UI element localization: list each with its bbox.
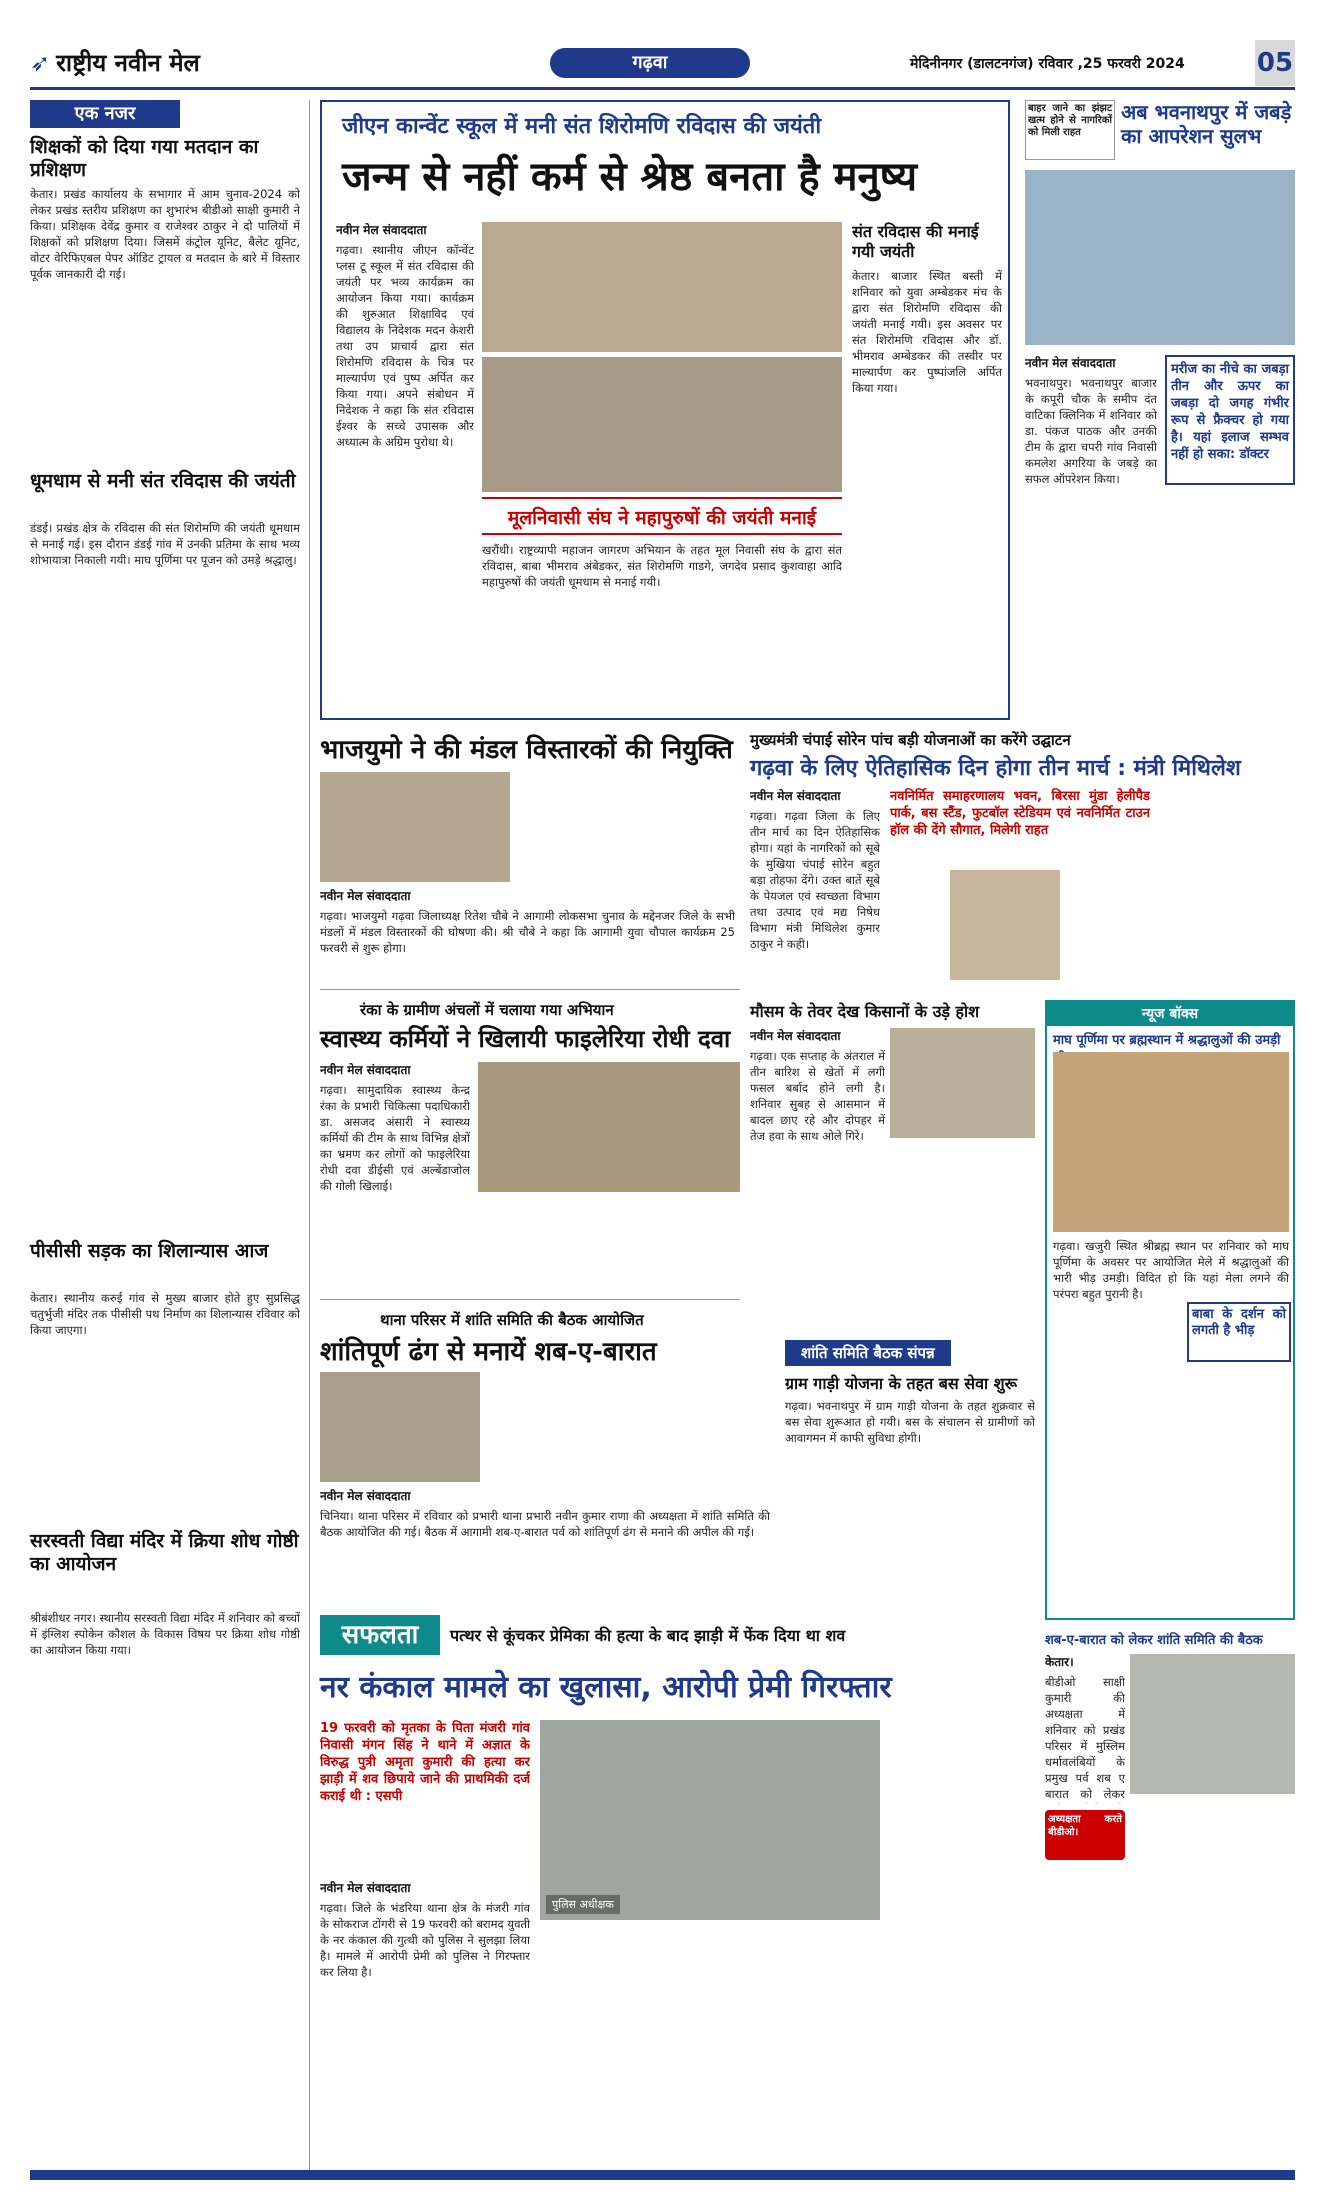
- brand-name: राष्ट्रीय नवीन मेल: [56, 49, 200, 77]
- rail-story-body: श्रीबंशीधर नगर। स्थानीय सरस्वती विद्या मंदिर में शनिवार को बच्चों में इंग्लिश स्पोकेन कौशल के विकास विषय पर क्रिया शोध गोष्ठी का आयोजन किया गया।: [30, 1611, 300, 1657]
- jabda-body: नवीन मेल संवाददाता भवनाथपुर। भवनाथपुर बाजार के कपूरी चौक के समीप दंत वाटिका क्लिनिक में शनिवार को डा. पंकज पाठक और उनकी टीम के द्वारा चपरी गांव निवासी कमलेश अगरिया के जबड़े का सफल ऑपरेशन किया।: [1025, 356, 1157, 486]
- shabebarat-headline: शांतिपूर्ण ढंग से मनायें शब-ए-बारात: [320, 1337, 657, 1367]
- top-story-kicker: जीएन कान्वेंट स्कूल में मनी संत शिरोमणि रविदास की जयंती: [342, 114, 822, 139]
- top-story-body: नवीन मेल संवाददाता गढ़वा। स्थानीय जीएन कॉन्वेंट प्लस टू स्कूल में संत रविदास की जयंती पर भव्य कार्यक्रम का आयोजन किया गया। कार्यक्रम की शुरुआत शिक्षाविद एवं विद्यालय के निदेशक मदन केशरी तथा उप प्राचार्य द्वारा संत शिरोमणि रविदास के चित्र पर माल्यार्पण एवं पुष्प अर्पित कर किया गया। अपने संबोधन में निदेशक ने कहा कि संत रविदास ईश्वर के सच्चे उपासक और अध्यात्म के अग्रिम पुरोधा थे।: [336, 223, 474, 449]
- badge: अध्यक्षता करते बीडीओ।: [1045, 1810, 1125, 1860]
- photo-banner-body: खरौंधी। राष्ट्रव्यापी महाजन जागरण अभियान के तहत मूल निवासी संघ के द्वारा संत रविदास, बाबा भीमराव अंबेडकर, संत शिरोमणि गाडगे, जगदेव प्रसाद कुशवाहा आदि महापुरुषों की जयंती धूमधाम से मनाई गयी।: [482, 543, 842, 589]
- mausam-story: [750, 1000, 1035, 1300]
- shanti-samiti-story: [785, 1340, 1035, 1590]
- mithilesh-body: नवीन मेल संवाददाता गढ़वा। गढ़वा जिला के लिए तीन मार्च का दिन ऐतिहासिक होगा। यहां के नागरिकों को सूबे के मुखिया चंपाई सोरेन बहुत बड़ा तोहफा देंगे। उक्त बातें सूबे के पेयजल एवं स्वच्छता विभाग तथा उत्पाद एवं मद्य निषेध विभाग मंत्री मिथिलेश कुमार ठाकुर ने कही।: [750, 789, 880, 951]
- mithilesh-headline: गढ़वा के लिए ऐतिहासिक दिन होगा तीन मार्च : मंत्री मिथिलेश: [750, 756, 1241, 781]
- magh-headline: माघ पूर्णिमा पर ब्रह्मस्थान में श्रद्धालुओं की उमड़ी: [1053, 1033, 1281, 1048]
- rail-story-title: सरस्वती विद्या मंदिर में क्रिया शोध गोष्ठी का आयोजन: [30, 1530, 299, 1575]
- byline: नवीन मेल संवाददाता: [320, 1881, 411, 1895]
- bhajyumo-headline: भाजयुमो ने की मंडल विस्तारकों की नियुक्ति: [320, 735, 733, 765]
- sidebar-title: संत रविदास की मनाई गयी जयंती: [852, 222, 979, 261]
- crowd-photo: [1053, 1052, 1289, 1232]
- mausam-headline: मौसम के तेवर देख किसानों के उड़े होश: [750, 1002, 980, 1021]
- masthead: [30, 40, 1295, 90]
- mausam-body: नवीन मेल संवाददाता गढ़वा। एक सप्ताह के अंतराल में तीन बारिश से खेतों में लगी फसल बर्बाद होने लगी है। शनिवार सुबह से आसमान में बादल छाए रहे और दोपहर में तेज हवा के साथ ओले गिरे।: [750, 1029, 885, 1143]
- safalta-headline: नर कंकाल मामले का खुलासा, आरोपी प्रेमी गिरफ्तार: [320, 1670, 892, 1705]
- rail-story-title: धूमधाम से मनी संत रविदास की जयंती: [30, 470, 296, 492]
- byline: केतार।: [1045, 1655, 1074, 1669]
- meeting-photo: [1130, 1654, 1295, 1794]
- filaria-body: नवीन मेल संवाददाता गढ़वा। सामुदायिक स्वास्थ्य केन्द्र रंका के प्रभारी चिकित्सा पदाधिकारी डा. असजद अंसारी ने स्वास्थ्य कर्मियों की टीम के साथ विभिन्न क्षेत्रों का भ्रमण कर लोगों को फाइलेरिया रोधी दवा डीईसी एवं अल्बेंडाजोल की गोली खिलाई।: [320, 1063, 470, 1193]
- police-photo: [540, 1720, 880, 1920]
- rail-story-body: केतार। स्थानीय करुई गांव से मुख्य बाजार होते हुए सुप्रसिद्ध चतुर्भुजी मंदिर तक पीसीसी पथ निर्माण का शिलान्यास रविवार को किया जाएगा।: [30, 1291, 300, 1337]
- safalta-body: नवीन मेल संवाददाता गढ़वा। जिले के भंडरिया थाना क्षेत्र के मंजरी गांव के सोकराज टोंगरी से 19 फरवरी को बरामद युवती के नर कंकाल की गुत्थी को पुलिस ने सुलझा लिया है। मामले में आरोपी प्रेमी को पुलिस ने गिरफ्तार कर लिया है।: [320, 1881, 530, 1979]
- sub-banner: शांति समिति बैठक संपन्न: [785, 1340, 951, 1366]
- news-box: [1045, 1000, 1295, 1620]
- event-photo: [482, 357, 842, 492]
- event-photo: [482, 222, 842, 352]
- byline: नवीन मेल संवाददाता: [320, 1063, 411, 1077]
- shabebarat-story: [320, 1310, 775, 1590]
- jabda-story: [1025, 100, 1295, 720]
- nukkad-story: [1045, 1630, 1295, 2120]
- left-rail: [30, 100, 310, 2180]
- filaria-headline: स्वास्थ्य कर्मियों ने खिलायी फाइलेरिया रोधी दवा: [320, 1025, 731, 1053]
- safalta-subhead: 19 फरवरी को मृतका के पिता मंजरी गांव निवासी मंगन सिंह ने थाने में अज्ञात के विरुद्ध पुत्री अमृता कुमारी की हत्या कर झाड़ी में शव छिपाये जाने की प्राथमिकी दर्ज कराई थी : एसपी: [320, 1721, 530, 1804]
- photo-caption: पुलिस अधीक्षक: [546, 1895, 620, 1914]
- byline: नवीन मेल संवाददाता: [750, 1029, 841, 1043]
- mithilesh-kicker: मुख्यमंत्री चंपाई सोरेन पांच बड़ी योजनाओं का करेंगे उद्घाटन: [750, 731, 1071, 749]
- meeting-photo: [320, 1372, 480, 1482]
- health-photo: [478, 1062, 740, 1192]
- magh-callout: बाबा के दर्शन को लगती है भीड़: [1187, 1302, 1291, 1362]
- byline: नवीन मेल संवाददाता: [336, 223, 427, 237]
- section-label: गढ़वा: [550, 48, 750, 78]
- byline: नवीन मेल संवाददाता: [750, 789, 841, 803]
- bottom-strip: [30, 2170, 1295, 2180]
- rail-story-body: केतार। प्रखंड कार्यालय के सभागार में आम चुनाव-2024 को लेकर प्रखंड स्तरीय प्रशिक्षण का शुभारंभ बीडीओ साक्षी कुमारी ने किया। प्रशिक्षक देवेंद्र कुमार व राजेश्वर ठाकुर ने दो पालियों में शिक्षकों को प्रशिक्षण दिया। जिसमें कंट्रोल यूनिट, बैलेट यूनिट, वोटर वेरिफिएबल पेपर ऑडिट ट्रायल व मतदान के बारे में विस्तार पूर्वक जानकारी दी गई।: [30, 187, 300, 281]
- clinic-photo: [1025, 170, 1295, 345]
- top-story-sidebar: संत रविदास की मनाई गयी जयंती केतार। बाजार स्थित बस्ती में शनिवार को युवा अम्बेडकर मंच के द्वारा संत शिरोमणि रविदास की जयंती मनाई गयी। इस अवसर पर संत शिरोमणि रविदास और डॉ. भीमराव अम्बेडकर की तस्वीर पर माल्यार्पण कर पुष्पांजलि अर्पित किया गया।: [852, 222, 1002, 395]
- page-number: 05: [1255, 40, 1295, 86]
- bird-icon: ➶: [30, 49, 51, 77]
- shabebarat-body: नवीन मेल संवाददाता चिनिया। थाना परिसर में रविवार को प्रभारी थाना प्रभारी नवीन कुमार राणा की अध्यक्षता में शांति समिति की बैठक आयोजित की गई। बैठक में आगामी शब-ए-बारात पर्व को शांतिपूर्ण ढंग से मनाने की अपील की गई।: [320, 1489, 770, 1539]
- filaria-story: [320, 1000, 740, 1300]
- rail-tag: एक नजर: [30, 100, 180, 128]
- nukkad-headline: शब-ए-बारात को लेकर शांति समिति की बैठक: [1045, 1633, 1263, 1648]
- photo-banner: मूलनिवासी संघ ने महापुरुषों की जयंती मनाई: [482, 497, 842, 535]
- byline: नवीन मेल संवाददाता: [320, 1489, 411, 1503]
- group-photo: [320, 772, 510, 882]
- minister-photo: [950, 870, 1060, 980]
- gramgadi-box: ग्राम गाड़ी योजना के तहत बस सेवा शुरू गढ़वा। भवनाथपुर में ग्राम गाड़ी योजना के तहत शुक्रवार से बस सेवा शुरूआत हो गयी। बस के संचालन से ग्रामीणों को आवागमन में काफी सुविधा होगी।: [785, 1374, 1035, 1445]
- byline: नवीन मेल संवाददाता: [320, 889, 411, 903]
- mithilesh-subhead: नवनिर्मित समाहरणालय भवन, बिरसा मुंडा हेलीपैड पार्क, बस स्टैंड, फुटबॉल स्टेडियम एवं नवनिर्मित टाउन हॉल की देंगे सौगात, मिलेगी राहत: [890, 789, 1150, 838]
- byline: नवीन मेल संवाददाता: [1025, 356, 1116, 370]
- bhajyumo-story: [320, 730, 740, 990]
- filaria-kicker: रंका के ग्रामीण अंचलों में चलाया गया अभियान: [360, 1001, 614, 1019]
- teaser: बाहर जाने का झंझट खत्म होने से नागरिकों को मिली राहत: [1025, 100, 1115, 160]
- newspaper-page: [30, 40, 1295, 2180]
- rail-story-body: डंडई। प्रखंड क्षेत्र के रविदास की संत शिरोमणि की जयंती धूमधाम से मनाई गई। इस दौरान डंडई गांव में उनकी प्रतिमा के साथ भव्य शोभायात्रा निकाली गयी। माघ पूर्णिमा पर पूजन को उमड़े श्रद्धालु।: [30, 521, 300, 567]
- jabda-headline: अब भवनाथपुर में जबड़े का आपरेशन सुलभ: [1121, 100, 1292, 148]
- bhajyumo-body: नवीन मेल संवाददाता गढ़वा। भाजयुमो गढ़वा जिलाध्यक्ष रितेश चौबे ने आगामी लोकसभा चुनाव के मद्देनजर जिले के सभी मंडलों में मंडल विस्तारकों की घोषणा की। श्री चौबे ने कहा कि आगामी युवा चौपाल कार्यक्रम 25 फरवरी से शुरू होगा।: [320, 889, 735, 955]
- brand-logo: [30, 46, 200, 79]
- safalta-tag: सफलता: [320, 1615, 440, 1655]
- top-story-box: [320, 100, 1010, 720]
- rail-story-title: शिक्षकों को दिया गया मतदान का प्रशिक्षण: [30, 136, 259, 181]
- farmer-photo: [890, 1028, 1035, 1138]
- nukkad-body: केतार। बीडीओ साक्षी कुमारी की अध्यक्षता में शनिवार को प्रखंड परिसर में मुस्लिम धर्मावलंबियों के प्रमुख पर्व शब ए बारात को लेकर: [1045, 1655, 1125, 1801]
- mithilesh-story: [750, 730, 1295, 990]
- top-story-headline: जन्म से नहीं कर्म से श्रेष्ठ बनता है मनुष्य: [342, 154, 918, 200]
- jabda-callout: मरीज का नीचे का जबड़ा तीन और ऊपर का जबड़ा दो जगह गंभीर रूप से फ्रैक्चर हो गया है। यहां इलाज सम्भव नहीं हो सका: डॉक्टर: [1165, 355, 1295, 485]
- safalta-kicker: पत्थर से कूंचकर प्रेमिका की हत्या के बाद झाड़ी में फेंक दिया था शव: [450, 1626, 846, 1645]
- gramgadi-headline: ग्राम गाड़ी योजना के तहत बस सेवा शुरू: [785, 1374, 1018, 1393]
- news-box-tag: न्यूज बॉक्स: [1047, 1002, 1293, 1026]
- magh-body: गढ़वा। खजुरी स्थित श्रीब्रह्म स्थान पर शनिवार को माघ पूर्णिमा के अवसर पर आयोजित मेले में श्रद्धालुओं की भारी भीड़ उमड़ी। विदित हो कि यहां मेला लगने की परंपरा बहुत पुरानी है।: [1053, 1239, 1289, 1301]
- rail-story-title: पीसीसी सड़क का शिलान्यास आज: [30, 1240, 269, 1262]
- shabebarat-kicker: थाना परिसर में शांति समिति की बैठक आयोजित: [380, 1311, 644, 1329]
- dateline: मेदिनीनगर (डालटनगंज) रविवार ,25 फरवरी 2024: [910, 56, 1185, 72]
